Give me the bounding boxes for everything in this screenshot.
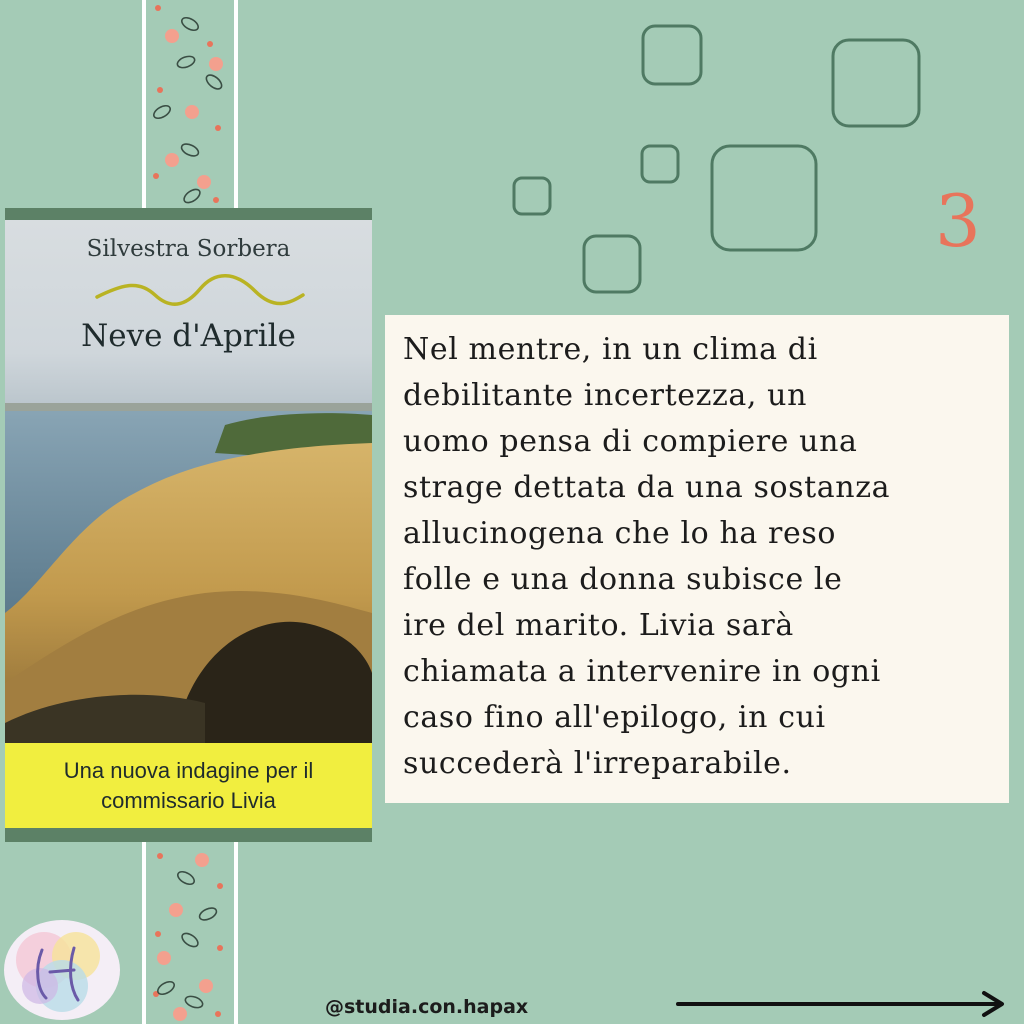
watercolor-monogram-icon [4, 920, 120, 1020]
synopsis-line: allucinogena che lo ha reso [403, 516, 836, 551]
social-handle: @studia.con.hapax [325, 996, 529, 1018]
book-subtitle-line: Una nuova indagine per il [63, 758, 314, 783]
slide-number: 3 [935, 179, 981, 263]
book-subtitle-line: commissario Livia [101, 788, 276, 813]
rounded-squares-icon [500, 20, 930, 300]
floral-ribbon-bottom [142, 838, 238, 1024]
synopsis-line: ire del marito. Livia sarà [403, 608, 794, 643]
synopsis-line: folle e una donna subisce le [403, 562, 843, 597]
book-cover [5, 208, 372, 842]
synopsis-line: chiamata a intervenire in ogni [403, 654, 881, 689]
book-band-top [5, 208, 372, 220]
floral-ribbon-top [142, 0, 238, 214]
cliff-photo [5, 403, 372, 743]
book-title: Neve d'Aprile [81, 318, 296, 354]
right-arrow-icon [676, 990, 1008, 1018]
book-author: Silvestra Sorbera [86, 236, 291, 262]
brand-logo [4, 920, 120, 1020]
floral-pattern-icon [146, 838, 234, 1024]
synopsis-line: caso fino all'epilogo, in cui [403, 700, 826, 735]
synopsis-line: succederà l'irreparabile. [403, 746, 792, 781]
synopsis-line: Nel mentre, in un clima di [403, 332, 818, 367]
synopsis-panel [385, 315, 1009, 803]
synopsis-line: debilitante incertezza, un [403, 378, 807, 413]
synopsis-line: strage dettata da una sostanza [403, 470, 891, 505]
squiggle-icon [95, 273, 305, 313]
floral-pattern-icon [146, 0, 234, 214]
book-band-bottom [5, 828, 372, 842]
book-subtitle [5, 756, 372, 816]
synopsis-line: uomo pensa di compiere una [403, 424, 858, 459]
